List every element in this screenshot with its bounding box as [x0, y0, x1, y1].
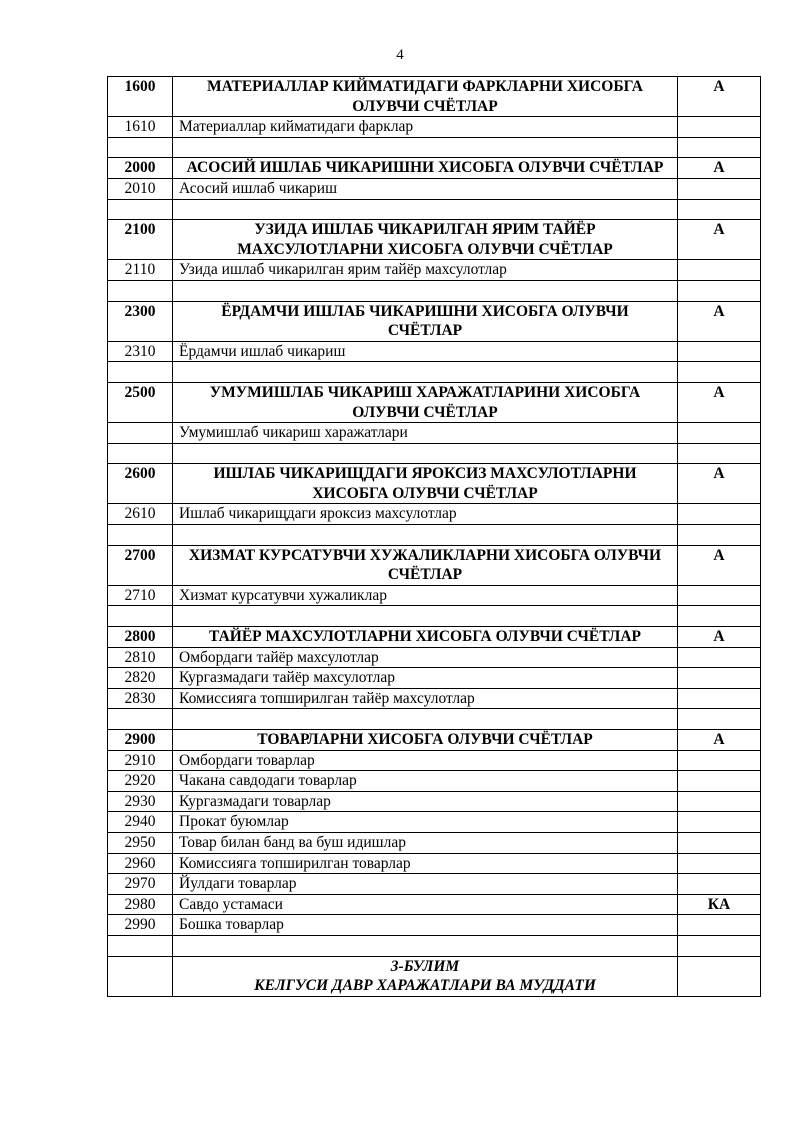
account-name: Кургазмадаги тайёр махсулотлар	[173, 668, 678, 689]
account-flag	[678, 812, 761, 833]
account-row	[108, 874, 761, 895]
account-code: 2930	[108, 791, 173, 812]
account-name: Бошка товарлар	[173, 915, 678, 936]
account-group-code: 2000	[108, 158, 173, 179]
account-group-title: АСОСИЙ ИШЛАБ ЧИКАРИШНИ ХИСОБГА ОЛУВЧИ СЧЁТЛАР	[173, 158, 678, 179]
account-name: Кургазмадаги товарлар	[173, 791, 678, 812]
account-group-header-row	[108, 77, 761, 117]
account-flag	[678, 915, 761, 936]
account-code	[108, 423, 173, 444]
blank-row	[108, 935, 761, 956]
chart-of-accounts-table	[107, 76, 761, 997]
account-group-header-row	[108, 627, 761, 648]
account-group-code: 2300	[108, 301, 173, 341]
account-flag	[678, 832, 761, 853]
account-group-header-row	[108, 464, 761, 504]
account-name: Товар билан банд ва буш идишлар	[173, 832, 678, 853]
account-flag	[678, 771, 761, 792]
account-code: 2830	[108, 688, 173, 709]
account-group-flag: А	[678, 545, 761, 585]
account-group-flag: А	[678, 464, 761, 504]
account-group-header-row	[108, 220, 761, 260]
account-row	[108, 260, 761, 281]
account-row	[108, 668, 761, 689]
account-name: Чакана савдодаги товарлар	[173, 771, 678, 792]
account-name: Узида ишлаб чикарилган ярим тайёр махсулотлар	[173, 260, 678, 281]
account-row	[108, 791, 761, 812]
account-code: 2820	[108, 668, 173, 689]
account-group-flag: А	[678, 301, 761, 341]
account-name: Материаллар кийматидаги фарклар	[173, 117, 678, 138]
blank-row	[108, 199, 761, 220]
account-group-title: ИШЛАБ ЧИКАРИЩДАГИ ЯРОКСИЗ МАХСУЛОТЛАРНИ ХИСОБГА ОЛУВЧИ СЧЁТЛАР	[173, 464, 678, 504]
account-group-header-row	[108, 730, 761, 751]
account-name: Умумишлаб чикариш харажатлари	[173, 423, 678, 444]
account-flag	[678, 791, 761, 812]
account-group-flag: А	[678, 382, 761, 422]
account-code: 2960	[108, 853, 173, 874]
account-group-title: МАТЕРИАЛЛАР КИЙМАТИДАГИ ФАРКЛАРНИ ХИСОБГА ОЛУВЧИ СЧЁТЛАР	[173, 77, 678, 117]
account-name: Комиссияга топширилган тайёр махсулотлар	[173, 688, 678, 709]
account-row	[108, 688, 761, 709]
account-flag	[678, 874, 761, 895]
account-name: Ёрдамчи ишлаб чикариш	[173, 341, 678, 362]
account-name: Прокат буюмлар	[173, 812, 678, 833]
account-group-flag: А	[678, 730, 761, 751]
account-code: 2980	[108, 894, 173, 915]
account-code: 2310	[108, 341, 173, 362]
account-row	[108, 832, 761, 853]
account-row	[108, 117, 761, 138]
account-code: 2610	[108, 504, 173, 525]
account-flag: КА	[678, 894, 761, 915]
account-group-code: 2500	[108, 382, 173, 422]
account-name: Хизмат курсатувчи хужаликлар	[173, 585, 678, 606]
account-row	[108, 894, 761, 915]
account-name: Ишлаб чикарищдаги яроксиз махсулотлар	[173, 504, 678, 525]
account-row	[108, 504, 761, 525]
account-flag	[678, 504, 761, 525]
account-group-code: 1600	[108, 77, 173, 117]
account-flag	[678, 585, 761, 606]
account-row	[108, 178, 761, 199]
account-code: 2810	[108, 647, 173, 668]
account-code: 2970	[108, 874, 173, 895]
account-group-title: ЁРДАМЧИ ИШЛАБ ЧИКАРИШНИ ХИСОБГА ОЛУВЧИ СЧЁТЛАР	[173, 301, 678, 341]
account-group-code: 2100	[108, 220, 173, 260]
account-group-code: 2900	[108, 730, 173, 751]
account-group-flag: А	[678, 220, 761, 260]
blank-row	[108, 525, 761, 546]
account-group-flag: А	[678, 158, 761, 179]
section-number: 3-БУЛИМ	[390, 957, 460, 975]
account-group-title: ТОВАРЛАРНИ ХИСОБГА ОЛУВЧИ СЧЁТЛАР	[173, 730, 678, 751]
account-flag	[678, 647, 761, 668]
blank-row	[108, 137, 761, 158]
account-row	[108, 771, 761, 792]
account-group-title: ТАЙЁР МАХСУЛОТЛАРНИ ХИСОБГА ОЛУВЧИ СЧЁТЛАР	[173, 627, 678, 648]
account-group-code: 2600	[108, 464, 173, 504]
account-row	[108, 341, 761, 362]
account-group-title: ХИЗМАТ КУРСАТУВЧИ ХУЖАЛИКЛАРНИ ХИСОБГА ОЛУВЧИ СЧЁТЛАР	[173, 545, 678, 585]
account-code: 1610	[108, 117, 173, 138]
blank-row	[108, 280, 761, 301]
account-group-title: УМУМИШЛАБ ЧИКАРИШ ХАРАЖАТЛАРИНИ ХИСОБГА ОЛУВЧИ СЧЁТЛАР	[173, 382, 678, 422]
account-code: 2910	[108, 750, 173, 771]
section-heading	[173, 956, 678, 996]
account-name: Йулдаги товарлар	[173, 874, 678, 895]
account-code: 2710	[108, 585, 173, 606]
account-row	[108, 423, 761, 444]
account-code: 2010	[108, 178, 173, 199]
account-flag	[678, 688, 761, 709]
account-group-header-row	[108, 545, 761, 585]
account-flag	[678, 853, 761, 874]
blank-row	[108, 443, 761, 464]
account-name: Савдо устамаси	[173, 894, 678, 915]
account-group-title: УЗИДА ИШЛАБ ЧИКАРИЛГАН ЯРИМ ТАЙЁР МАХСУЛОТЛАРНИ ХИСОБГА ОЛУВЧИ СЧЁТЛАР	[173, 220, 678, 260]
account-row	[108, 585, 761, 606]
account-name: Асосий ишлаб чикариш	[173, 178, 678, 199]
section-title: КЕЛГУСИ ДАВР ХАРАЖАТЛАРИ ВА МУДДАТИ	[254, 977, 596, 995]
account-flag	[678, 260, 761, 281]
account-flag	[678, 750, 761, 771]
account-group-flag: А	[678, 77, 761, 117]
account-row	[108, 915, 761, 936]
accounts-table-body	[108, 77, 761, 997]
account-flag	[678, 668, 761, 689]
blank-row	[108, 362, 761, 383]
account-code: 2940	[108, 812, 173, 833]
account-code: 2990	[108, 915, 173, 936]
account-group-header-row	[108, 158, 761, 179]
account-code: 2110	[108, 260, 173, 281]
blank-row	[108, 709, 761, 730]
page-number: 4	[396, 47, 404, 63]
account-group-header-row	[108, 301, 761, 341]
account-row	[108, 647, 761, 668]
account-group-flag: А	[678, 627, 761, 648]
account-row	[108, 812, 761, 833]
account-name: Комиссияга топширилган товарлар	[173, 853, 678, 874]
account-code: 2920	[108, 771, 173, 792]
account-code: 2950	[108, 832, 173, 853]
account-name: Омбордаги тайёр махсулотлар	[173, 647, 678, 668]
blank-row	[108, 606, 761, 627]
section-heading-row	[108, 956, 761, 996]
account-name: Омбордаги товарлар	[173, 750, 678, 771]
account-group-code: 2700	[108, 545, 173, 585]
account-group-code: 2800	[108, 627, 173, 648]
account-flag	[678, 423, 761, 444]
account-flag	[678, 341, 761, 362]
account-flag	[678, 178, 761, 199]
account-row	[108, 853, 761, 874]
account-row	[108, 750, 761, 771]
account-group-header-row	[108, 382, 761, 422]
account-flag	[678, 117, 761, 138]
